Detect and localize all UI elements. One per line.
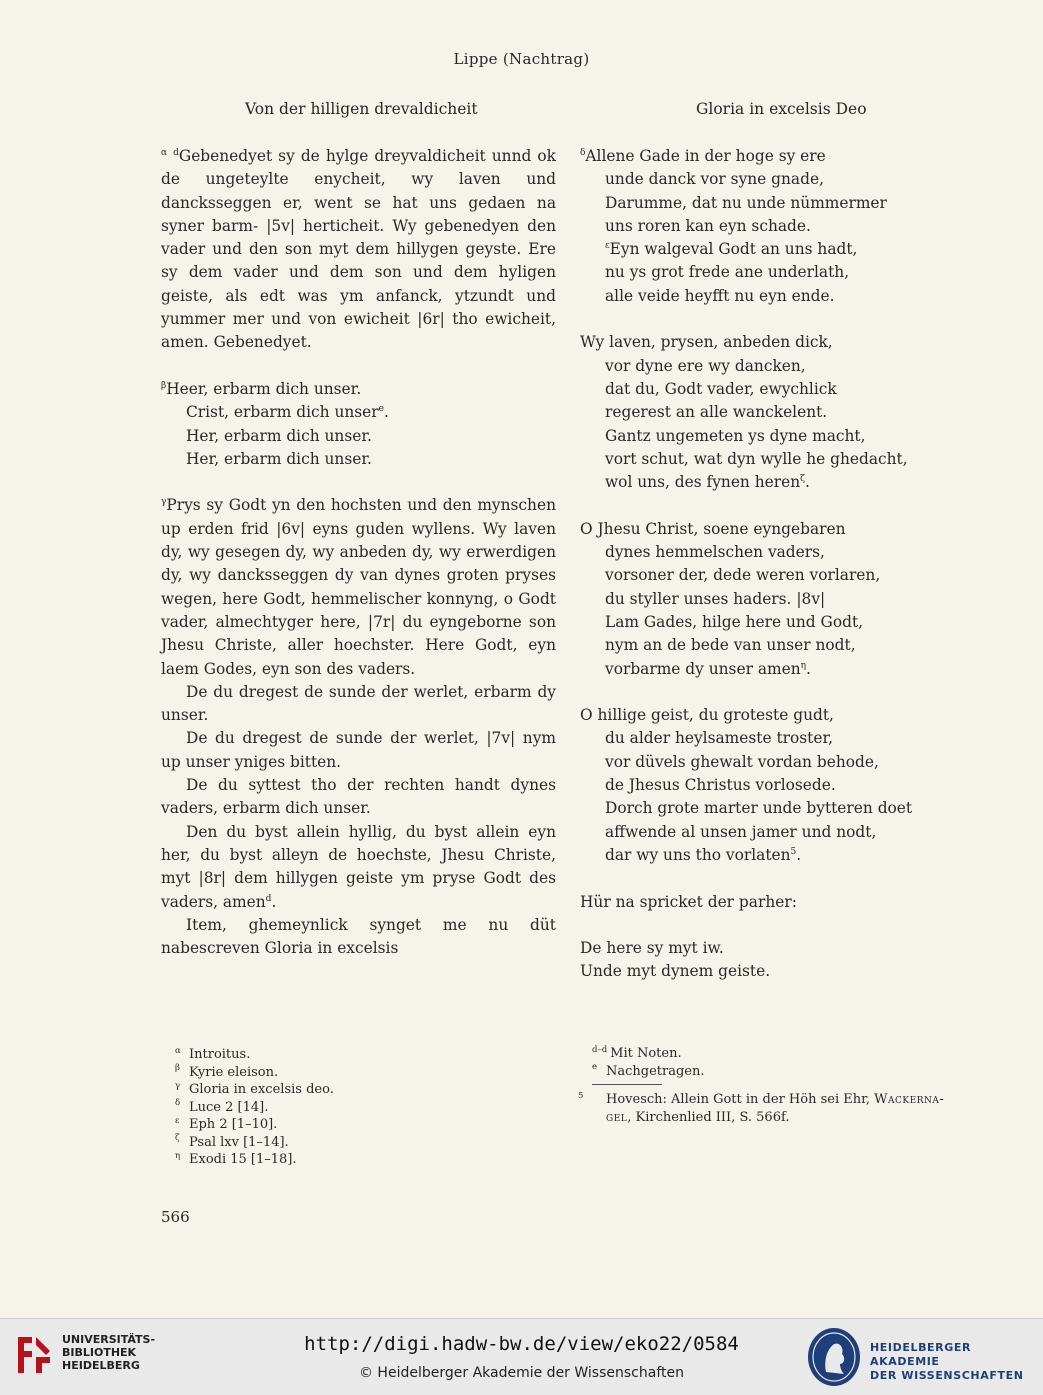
footnote: β Kyrie eleison.	[175, 1063, 279, 1080]
left-column	[161, 145, 556, 960]
footnote: e Nachgetragen.	[592, 1062, 705, 1079]
kyrie-line: Crist, erbarm dich unser$^e$.	[186, 403, 389, 422]
hymn-line: dynes hemmelschen vaders,	[605, 543, 825, 562]
hymn-line: O Jhesu Christ, soene eyngebaren	[580, 519, 846, 538]
footnote: d–d Mit Noten.	[592, 1044, 682, 1061]
academy-seal-icon	[806, 1326, 862, 1388]
versicle-line: De here sy myt iw.	[580, 939, 724, 958]
hymn-line: uns roren kan eyn schade.	[605, 216, 811, 235]
page-number: 566	[161, 1208, 190, 1226]
footnote-marker: γ	[161, 497, 167, 508]
left-column-heading: Von der hilligen drevaldicheit	[245, 100, 478, 118]
hymn-line: Gantz ungemeten ys dyne macht,	[605, 426, 866, 445]
footer-bar	[0, 1318, 1043, 1395]
footnote-marker: ζ	[800, 474, 806, 485]
footnote: γ Gloria in excelsis deo.	[175, 1080, 334, 1097]
footnote-marker: α	[161, 147, 168, 158]
footnote-marker: d	[173, 147, 179, 158]
footnote-marker: d	[265, 893, 272, 904]
university-library-label: UNIVERSITÄTS- BIBLIOTHEK HEIDELBERG	[62, 1333, 156, 1372]
hymn-line: alle veide heyfft nu eyn ende.	[605, 286, 835, 305]
gloria-paragraph: De du syttest tho der rechten handt dynes vaders, erbarm dich unser.	[161, 776, 556, 818]
hymn-line: de Jhesus Christus vorlosede.	[605, 776, 836, 795]
introit-text: Gebenedyet sy de hylge dreyvaldicheit unnd ok de ungeteylte enycheit, wy laven und dancksseggen er, went se hat uns gedaen na syner barm- |5v| herticheit. Wy gebenedyen den vader und den son myt dem hillygen geyste. Ere sy dem vader und dem son und dem hyligen geiste, als edt was ym anfanck, ytzundt und yummer mer und von ewicheit |6r| tho ewicheit, amen. Gebenedyet.	[161, 147, 556, 352]
rubric-line: Hür na spricket der parher:	[580, 892, 797, 911]
footnote-marker: δ	[580, 147, 586, 158]
right-column-heading: Gloria in excelsis Deo	[696, 100, 867, 118]
running-head: Lippe (Nachtrag)	[453, 50, 590, 68]
hymn-line: $^\varepsilon$Eyn walgeval Godt an uns hadt,	[605, 240, 858, 259]
hymn-line: vor düvels ghewalt vordan behode,	[605, 752, 879, 771]
right-column	[580, 145, 920, 984]
hymn-line: dar wy uns tho vorlaten$^5$.	[605, 845, 802, 864]
footnote: ε Eph 2 [1–10].	[175, 1115, 278, 1132]
hymn-line: Lam Gades, hilge here und Godt,	[605, 612, 864, 631]
gloria-paragraph: $^\gamma$Prys sy Godt yn den hochsten und den mynschen up erden frid |6v| eyns guden wyllens. Wy laven dy, wy gesegen dy, wy anbeden dy, wy erwerdigen dy, wy dancksseggen dy van dynes groten pryses wegen, here Godt, hemmelischer konnyng, o Godt vader, almechtyger here, |7r| du eyngeborne son Jhesu Christe, aller hoechster. Here Godt, eyn laem Godes, eyn son des vaders.	[161, 496, 556, 678]
footnote-divider	[592, 1084, 662, 1085]
academy-label: HEIDELBERGER AKADEMIE DER WISSENSCHAFTEN	[870, 1341, 1024, 1382]
hymn-line: nu ys grot frede ane underlath,	[605, 263, 850, 282]
hymn-line: O hillige geist, du groteste gudt,	[580, 706, 834, 725]
gloria-paragraph: Den du byst allein hyllig, du byst allein eyn her, du byst alleyn de hoechste, Jhesu Christe, myt |8r| dem hillygen geiste ym pryse Godt des vaders, amen$^d$.	[161, 822, 556, 911]
permalink-url[interactable]: http://digi.hadw-bw.de/view/eko22/0584	[304, 1333, 739, 1355]
hymn-line: du styller unses haders. |8v|	[605, 589, 826, 608]
response-line: Unde myt dynem geiste.	[580, 962, 771, 981]
hymn-line: vorsoner der, dede weren vorlaren,	[605, 566, 881, 585]
footnote: η Exodi 15 [1–18].	[175, 1150, 297, 1167]
introit-paragraph	[161, 145, 556, 355]
hymn-line: dat du, Godt vader, ewychlick	[605, 379, 837, 398]
hymn-line: vort schut, wat dyn wylle he ghedacht,	[605, 449, 908, 468]
footnote-marker: β	[161, 380, 167, 391]
copyright-notice: © Heidelberger Akademie der Wissenschaften	[358, 1365, 684, 1381]
footnote-marker: e	[378, 404, 384, 415]
hymn-line: wol uns, des fynen heren$^\zeta$.	[605, 473, 810, 492]
hymn-line: vorbarme dy unser amen$^\eta$.	[605, 659, 811, 678]
footnote: 5 Hovesch: Allein Gott in der Höh sei Ehr, Wackerna- gel, Kirchenlied III, S. 566f.	[578, 1090, 945, 1125]
kyrie-line: $^\beta$Heer, erbarm dich unser.	[161, 379, 362, 398]
footnote-marker: η	[800, 660, 807, 671]
rubric-paragraph: Item, ghemeynlick synget me nu düt nabescreven Gloria in excelsis	[161, 915, 556, 958]
hymn-line: affwende al unsen jamer und nodt,	[605, 822, 877, 841]
footnote: ζ Psal lxv [1–14].	[175, 1133, 289, 1150]
footnote-marker: ε	[605, 241, 610, 252]
gloria-paragraph: De du dregest de sunde der werlet, erbarm dy unser.	[161, 682, 556, 725]
hymn-line: Darumme, dat nu unde nümmermer	[605, 193, 887, 212]
footnote: δ Luce 2 [14].	[175, 1098, 269, 1115]
footnote-marker: 5	[790, 846, 797, 857]
footnote: α Introitus.	[175, 1045, 251, 1062]
footnotes-left	[175, 1046, 334, 1169]
gloria-paragraph: De du dregest de sunde der werlet, |7v| nym up unser yniges bitten.	[161, 729, 556, 771]
hymn-line: $^\delta$Allene Gade in der hoge sy ere	[580, 147, 826, 165]
hymn-line: Dorch grote marter unde bytteren doet	[605, 799, 913, 818]
kyrie-line: Her, erbarm dich unser.	[186, 426, 372, 445]
hymn-line: du alder heylsameste troster,	[605, 729, 834, 748]
footnotes-right	[578, 1044, 977, 1126]
hymn-line: nym an de bede van unser nodt,	[605, 636, 856, 655]
hymn-line: Wy laven, prysen, anbeden dick,	[580, 333, 833, 352]
kyrie-line: Her, erbarm dich unser.	[186, 449, 372, 468]
hymn-line: unde danck vor syne gnade,	[605, 170, 824, 189]
hymn-line: vor dyne ere wy dancken,	[605, 356, 806, 375]
hymn-line: regerest an alle wanckelent.	[605, 403, 828, 422]
